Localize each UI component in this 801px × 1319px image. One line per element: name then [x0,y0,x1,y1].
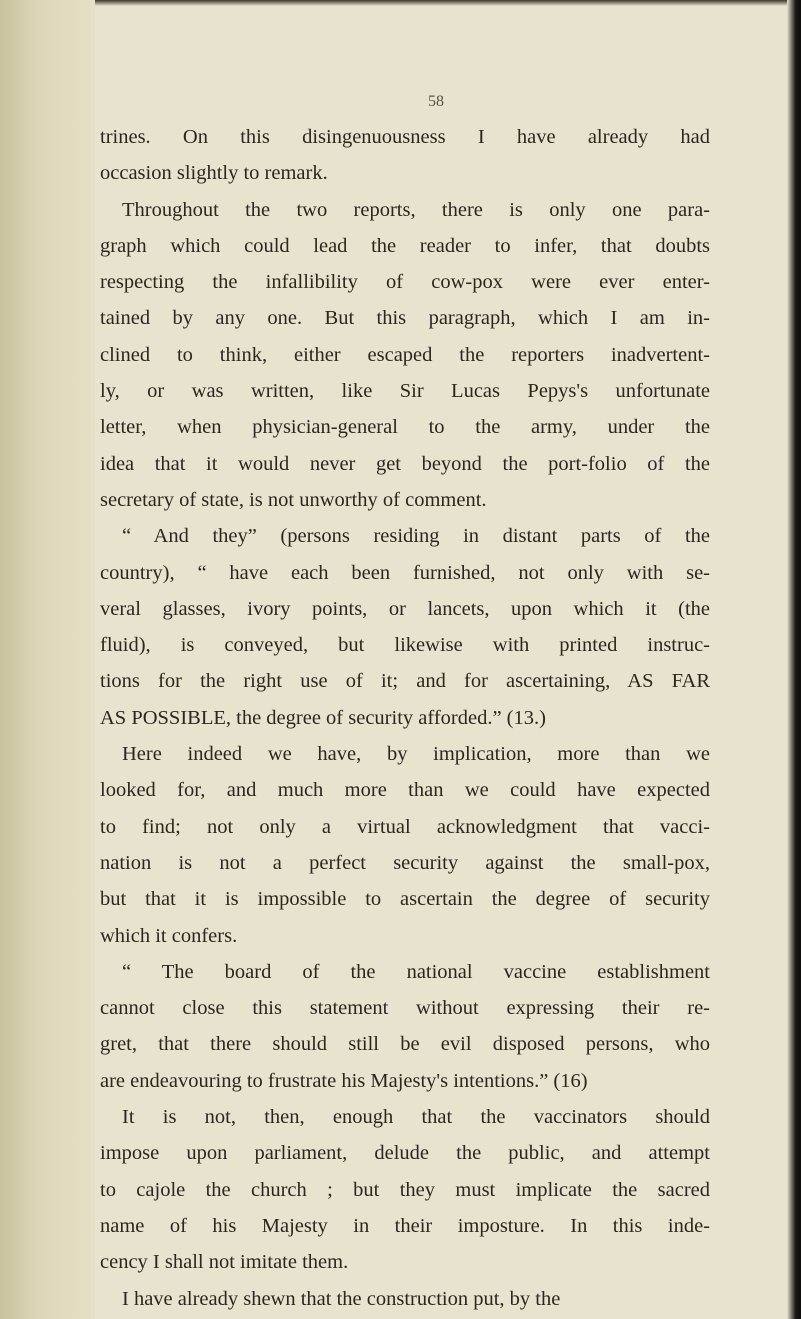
text-line: AS POSSIBLE, the degree of security afforded.” (13.) [100,706,546,729]
text-line: veral glasses, ivory points, or lancets, upon which it (the [100,597,710,620]
text-line: letter, when physician-general to the army, under the [100,416,710,439]
text-line: clined to think, either escaped the reporters inadvertent- [100,343,710,366]
text-line: gret, that there should still be evil disposed persons, who [100,1033,710,1056]
text-line: to find; not only a virtual acknowledgment that vacci- [100,815,710,838]
text-line: “ The board of the national vaccine establishment [122,960,710,983]
text-line: tained by any one. But this paragraph, which I am in- [100,307,710,330]
text-line: looked for, and much more than we could have expected [100,779,710,802]
text-line: “ And they” (persons residing in distant parts of the [122,525,710,548]
text-line: but that it is impossible to ascertain the degree of security [100,888,710,911]
text-line: idea that it would never get beyond the port-folio of the [100,452,710,475]
text-line: are endeavouring to frustrate his Majesty's intentions.” (16) [100,1069,588,1092]
page-number: 58 [428,93,444,110]
text-line: country), “ have each been furnished, not only with se- [100,561,710,584]
text-line: ly, or was written, like Sir Lucas Pepys's unfortunate [100,380,710,403]
text-line: cannot close this statement without expressing their re- [100,997,710,1020]
text-line: occasion slightly to remark. [100,162,328,185]
text-line: Here indeed we have, by implication, more than we [122,743,710,766]
text-line: respecting the infallibility of cow-pox were ever enter- [100,271,710,294]
text-line: It is not, then, enough that the vaccinators should [122,1106,710,1129]
page-top-edge [0,0,801,6]
text-line: nation is not a perfect security against the small-pox, [100,851,710,874]
binding-gutter [0,0,95,1319]
text-line: to cajole the church ; but they must implicate the sacred [100,1178,710,1201]
text-line: graph which could lead the reader to infer, that doubts [100,234,710,257]
text-line: which it confers. [100,924,238,947]
text-line: fluid), is conveyed, but likewise with printed instruc- [100,634,710,657]
text-line: impose upon parliament, delude the public, and attempt [100,1142,710,1165]
page-body-text [100,119,710,1317]
text-line: tions for the right use of it; and for ascertaining, AS FAR [100,670,710,693]
page-right-edge [787,0,801,1319]
text-line: I have already shewn that the construction put, by the [122,1287,561,1310]
text-line: cency I shall not imitate them. [100,1251,349,1274]
text-line: name of his Majesty in their imposture. In this inde- [100,1214,710,1237]
text-line: Throughout the two reports, there is only one para- [122,198,710,221]
text-line: secretary of state, is not unworthy of comment. [100,488,487,511]
text-line: trines. On this disingenuousness I have already had [100,126,710,148]
